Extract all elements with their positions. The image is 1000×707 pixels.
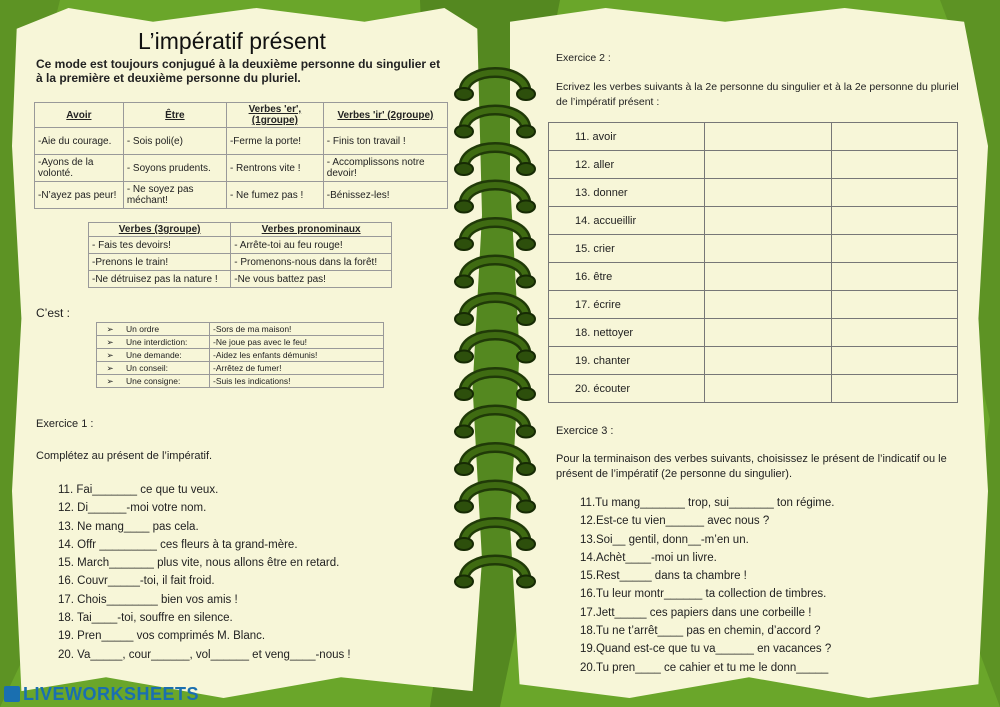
table-cell: -Bénissez-les! <box>323 182 447 209</box>
usage-example: -Ne joue pas avec le feu! <box>210 336 384 349</box>
table-cell: -Ne vous battez pas! <box>231 271 392 288</box>
verb-cell: 20. écouter <box>549 375 705 403</box>
exercise-2-heading: Exercice 2 : <box>556 52 611 64</box>
exercise-line[interactable]: 20. Va_____, cour______, vol______ et veng____-nous ! <box>58 648 351 661</box>
answer-cell[interactable] <box>705 235 832 263</box>
verb-cell: 14. accueillir <box>549 207 705 235</box>
answer-cell[interactable] <box>831 263 958 291</box>
answer-cell[interactable] <box>831 207 958 235</box>
table-row <box>549 235 958 263</box>
table-row <box>89 271 392 288</box>
usage-label: Un ordre <box>123 323 210 336</box>
spiral-binding <box>450 60 540 600</box>
verb-cell: 11. avoir <box>549 123 705 151</box>
answer-cell[interactable] <box>705 151 832 179</box>
verb-cell: 19. chanter <box>549 347 705 375</box>
spiral-ring <box>455 448 535 476</box>
table-cell: -Ayons de la volonté. <box>35 155 124 182</box>
table-row <box>549 123 958 151</box>
verb-cell: 15. crier <box>549 235 705 263</box>
table-row <box>549 207 958 235</box>
exercise-line[interactable]: 13.Soi__ gentil, donn__-m’en un. <box>580 533 749 546</box>
usage-example: -Sors de ma maison! <box>210 323 384 336</box>
answer-cell[interactable] <box>705 207 832 235</box>
answer-cell[interactable] <box>831 291 958 319</box>
table-row <box>35 128 448 155</box>
table-header: Verbes 'er', (1groupe) <box>226 103 323 128</box>
table-cell: - Fais tes devoirs! <box>89 237 231 254</box>
conjugation-table <box>34 102 448 209</box>
usage-table <box>96 322 384 388</box>
answer-cell[interactable] <box>831 319 958 347</box>
table-cell: - Accomplissons notre devoir! <box>323 155 447 182</box>
table-row <box>89 254 392 271</box>
table-row <box>35 182 448 209</box>
table-row <box>549 151 958 179</box>
verb-conjugation-table <box>548 122 958 403</box>
usage-label: Une demande: <box>123 349 210 362</box>
verb-cell: 13. donner <box>549 179 705 207</box>
table-row <box>89 237 392 254</box>
verb-cell: 18. nettoyer <box>549 319 705 347</box>
table-row <box>549 347 958 375</box>
spiral-ring <box>455 185 535 213</box>
table-cell: - Promenons-nous dans la forêt! <box>231 254 392 271</box>
answer-cell[interactable] <box>705 263 832 291</box>
exercise-1-list <box>58 481 438 664</box>
liveworksheets-logo <box>4 684 199 705</box>
exercise-3-heading: Exercice 3 : <box>556 425 614 437</box>
table-row <box>549 179 958 207</box>
table-cell: - Ne fumez pas ! <box>226 182 323 209</box>
exercise-line[interactable]: 12. Di______-moi votre nom. <box>58 502 207 515</box>
table-header: Être <box>123 103 226 128</box>
cest-label: C’est : <box>36 306 71 320</box>
verb-cell: 12. aller <box>549 151 705 179</box>
answer-cell[interactable] <box>831 123 958 151</box>
table-row <box>35 155 448 182</box>
verb-cell: 17. écrire <box>549 291 705 319</box>
table-header: Verbes 'ir' (2groupe) <box>323 103 447 128</box>
arrow-icon: ➢ <box>97 323 124 336</box>
table-header: Verbes pronominaux <box>231 223 392 237</box>
logo-text: LIVEWORKSHEETS <box>23 684 200 704</box>
spiral-ring <box>455 223 535 251</box>
exercise-1-heading: Exercice 1 : <box>36 418 94 430</box>
spiral-ring <box>455 110 535 138</box>
spiral-ring <box>455 148 535 176</box>
table-cell: -N’ayez pas peur! <box>35 182 124 209</box>
table-cell: -Prenons le train! <box>89 254 231 271</box>
spiral-ring <box>455 523 535 551</box>
answer-cell[interactable] <box>705 319 832 347</box>
exercise-line[interactable]: 14. Offr _________ ces fleurs à ta grand-mère. <box>58 538 298 551</box>
exercise-line[interactable]: 11. Fai_______ ce que tu veux. <box>58 484 219 496</box>
answer-cell[interactable] <box>705 123 832 151</box>
table-cell: - Soyons prudents. <box>123 155 226 182</box>
table-cell: - Finis ton travail ! <box>323 128 447 155</box>
third-group-table <box>88 222 392 288</box>
exercise-2-instruction: Ecrivez les verbes suivants à la 2e personne du singulier et à la 2e personne du pluriel de l’impératif présent : <box>556 81 959 108</box>
exercise-line[interactable]: 16.Tu leur montr______ ta collection de timbres. <box>580 588 827 601</box>
spiral-ring <box>455 560 535 588</box>
verb-cell: 16. être <box>549 263 705 291</box>
arrow-icon: ➢ <box>97 375 124 388</box>
arrow-icon: ➢ <box>97 362 124 375</box>
table-row <box>97 362 384 375</box>
answer-cell[interactable] <box>705 179 832 207</box>
answer-cell[interactable] <box>705 291 832 319</box>
exercise-line[interactable]: 19.Quand est-ce que tu va______ en vacances ? <box>580 643 832 656</box>
table-row <box>549 263 958 291</box>
table-cell: -Aie du courage. <box>35 128 124 155</box>
spiral-ring <box>455 298 535 326</box>
exercise-line[interactable]: 15.Rest_____ dans ta chambre ! <box>580 570 747 583</box>
exercise-line[interactable]: 18. Tai____-toi, souffre en silence. <box>58 612 233 625</box>
table-cell: - Arrête-toi au feu rouge! <box>231 237 392 254</box>
spiral-ring <box>455 335 535 363</box>
answer-cell[interactable] <box>831 151 958 179</box>
table-cell: - Ne soyez pas méchant! <box>123 182 226 209</box>
table-row <box>97 349 384 362</box>
usage-example: -Aidez les enfants démunis! <box>210 349 384 362</box>
usage-label: Une interdiction: <box>123 336 210 349</box>
table-cell: -Ferme la porte! <box>226 128 323 155</box>
page-title: L’impératif présent <box>138 28 326 54</box>
exercise-line[interactable]: 20.Tu pren____ ce cahier et tu me le donn_____ <box>580 661 829 674</box>
exercise-line[interactable]: 13. Ne mang____ pas cela. <box>58 520 199 533</box>
exercise-1-instruction: Complétez au présent de l’impératif. <box>36 450 213 462</box>
exercise-line[interactable]: 15. March_______ plus vite, nous allons être en retard. <box>58 557 340 570</box>
answer-cell[interactable] <box>831 235 958 263</box>
answer-cell[interactable] <box>831 179 958 207</box>
exercise-line[interactable]: 18.Tu ne t’arrêt____ pas en chemin, d’accord ? <box>580 625 821 638</box>
spiral-ring <box>455 260 535 288</box>
usage-label: Un conseil: <box>123 362 210 375</box>
table-row <box>97 336 384 349</box>
spiral-ring <box>455 410 535 438</box>
exercise-line[interactable]: 17. Chois________ bien vos amis ! <box>58 593 238 606</box>
table-cell: - Sois poli(e) <box>123 128 226 155</box>
table-header: Verbes (3groupe) <box>89 223 231 237</box>
table-cell: - Rentrons vite ! <box>226 155 323 182</box>
table-row <box>549 375 958 403</box>
usage-example: -Arrêtez de fumer! <box>210 362 384 375</box>
logo-icon <box>4 686 20 702</box>
table-row <box>549 291 958 319</box>
exercise-line[interactable]: 12.Est-ce tu vien______ avec nous ? <box>580 515 770 528</box>
table-cell: -Ne détruisez pas la nature ! <box>89 271 231 288</box>
exercise-line[interactable]: 16. Couvr_____-toi, il fait froid. <box>58 575 215 588</box>
spiral-ring <box>455 373 535 401</box>
answer-cell[interactable] <box>705 375 832 403</box>
arrow-icon: ➢ <box>97 336 124 349</box>
answer-cell[interactable] <box>831 375 958 403</box>
intro-text: Ce mode est toujours conjugué à la deuxième personne du singulier et à la première et deuxième personne du pluriel. <box>36 57 441 85</box>
exercise-line[interactable]: 19. Pren_____ vos comprimés M. Blanc. <box>58 630 266 643</box>
exercise-line[interactable]: 17.Jett_____ ces papiers dans une corbeille ! <box>580 606 812 619</box>
usage-label: Une consigne: <box>123 375 210 388</box>
table-row <box>549 319 958 347</box>
table-row <box>97 375 384 388</box>
spiral-ring <box>455 73 535 101</box>
exercise-3-list <box>580 494 960 677</box>
exercise-line[interactable]: 14.Achèt____-moi un livre. <box>580 551 717 564</box>
answer-cell[interactable] <box>831 347 958 375</box>
usage-example: -Suis les indications! <box>210 375 384 388</box>
arrow-icon: ➢ <box>97 349 124 362</box>
spiral-ring <box>455 485 535 513</box>
answer-cell[interactable] <box>705 347 832 375</box>
table-header: Avoir <box>35 103 124 128</box>
exercise-3-instruction: Pour la terminaison des verbes suivants, choisissez le présent de l’indicatif ou le présent de l’impératif (2e personne du singulier). <box>556 453 947 480</box>
exercise-line[interactable]: 11.Tu mang_______ trop, sui_______ ton régime. <box>580 497 835 509</box>
table-row <box>97 323 384 336</box>
